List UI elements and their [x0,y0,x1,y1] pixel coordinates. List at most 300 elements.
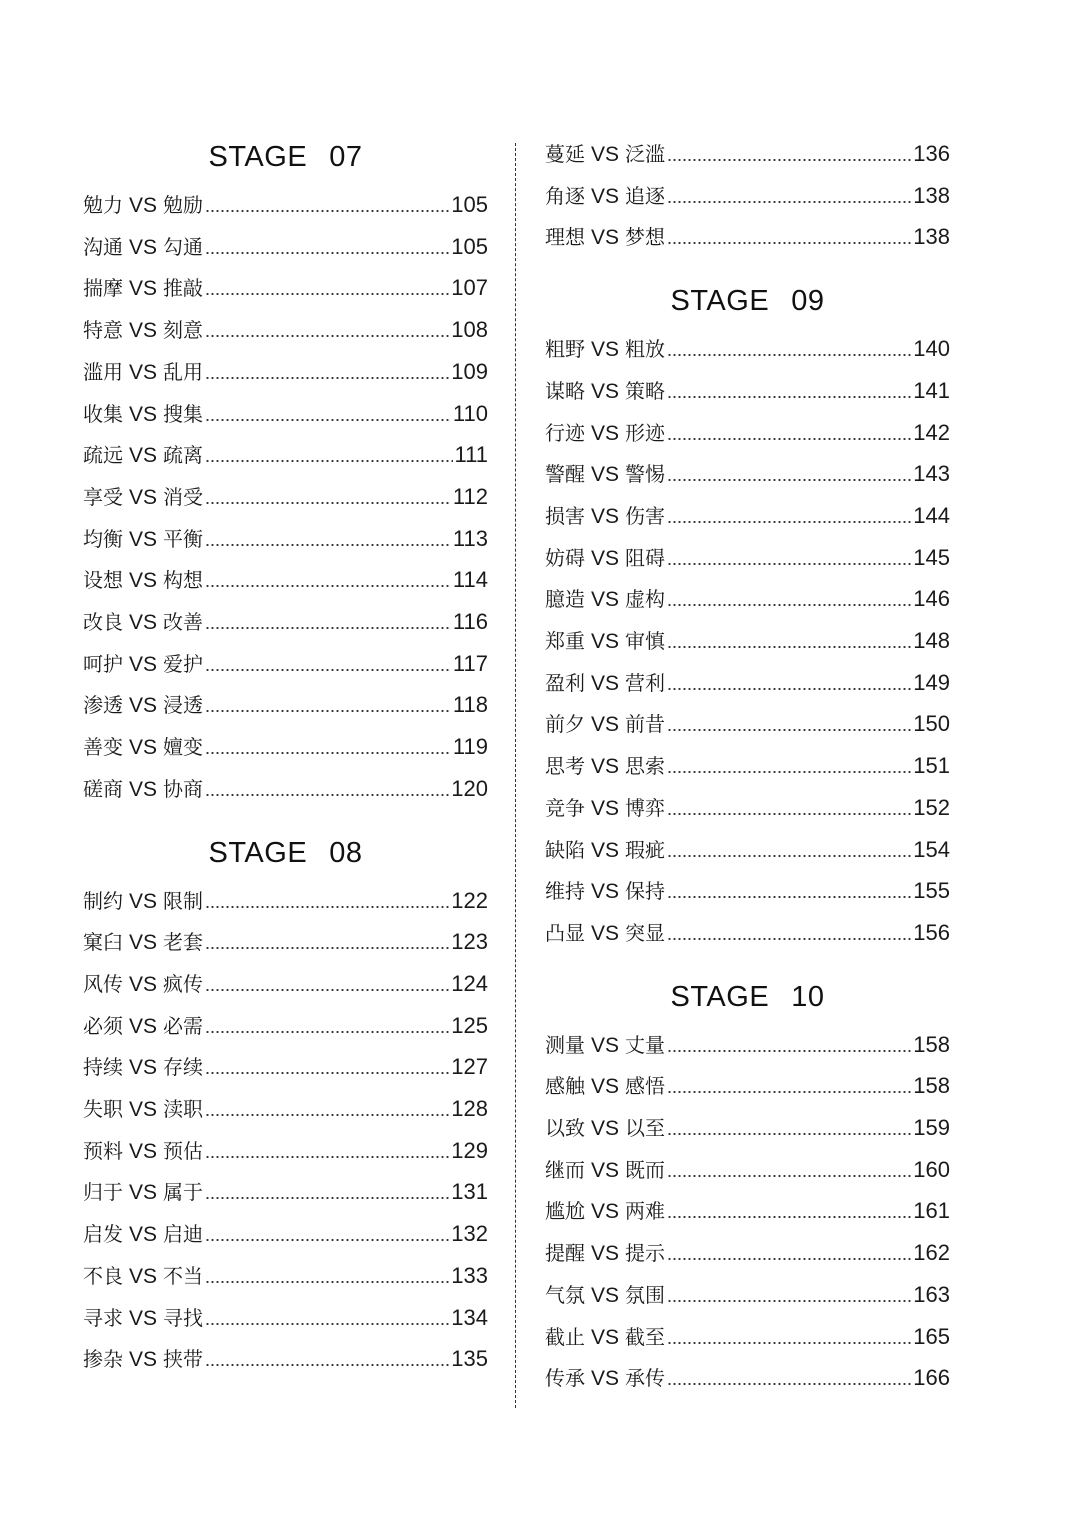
entry-page-number: 123 [451,929,488,955]
dot-leader [667,241,911,245]
dot-leader [205,543,451,547]
toc-entry[interactable] [83,313,488,347]
dot-leader [667,812,911,816]
entry-vs: VS [591,504,620,528]
entry-page-number: 117 [452,650,488,676]
entry-word-a: 郑重 [545,629,585,653]
entry-page-number: 133 [451,1262,488,1288]
entry-word-a: 启发 [83,1222,123,1247]
entry-page-number: 155 [913,878,950,904]
dot-leader [667,1382,911,1386]
entry-word-a: 设想 [83,568,123,593]
dot-leader [667,1090,911,1094]
entry-word-b: 老套 [163,930,204,955]
entry-word-b: 协商 [163,776,204,801]
toc-entry[interactable] [545,1278,950,1312]
entry-page-number: 131 [451,1179,488,1205]
dot-leader [205,793,449,797]
entry-word-a: 勉力 [83,193,123,217]
entry-word-a: 磋商 [83,776,123,801]
column-divider [515,143,516,1408]
entry-vs: VS [129,360,158,384]
dot-leader [205,1238,449,1242]
dot-leader [667,1299,911,1303]
entry-vs: VS [129,235,158,259]
entry-page-number: 114 [452,567,488,593]
entry-word-a: 理想 [545,225,585,250]
toc-entry[interactable] [83,1092,488,1126]
entry-vs: VS [591,379,620,403]
toc-entry[interactable] [83,522,488,556]
entry-word-b: 勉励 [163,193,204,217]
entry-page-number: 162 [913,1240,950,1266]
entry-vs: VS [591,671,620,695]
entry-page-number: 110 [452,400,488,426]
entry-page-number: 143 [913,461,950,487]
toc-entry[interactable] [83,967,488,1001]
entry-vs: VS [591,1158,620,1182]
entry-page-number: 138 [913,224,950,250]
entry-page-number: 108 [451,317,488,343]
entry-vs: VS [591,226,620,250]
entry-page-number: 161 [913,1198,950,1224]
entry-word-a: 滥用 [83,359,123,384]
entry-page-number: 132 [451,1221,488,1247]
entry-word-a: 继而 [545,1157,585,1182]
stage-number: 07 [329,141,363,173]
entry-word-b: 爱护 [163,651,204,676]
entry-page-number: 145 [913,544,950,570]
entry-word-b: 承传 [625,1366,666,1391]
entry-vs: VS [591,338,620,362]
dot-leader [667,562,911,566]
dot-leader [205,988,449,992]
entry-page-number: 113 [452,525,488,551]
toc-entry[interactable] [83,230,488,264]
entry-word-a: 揣摩 [83,276,123,301]
stage-heading [83,140,488,174]
entry-vs: VS [591,796,620,820]
toc-entry[interactable] [545,541,950,575]
entry-word-a: 沟通 [83,234,123,259]
entry-page-number: 111 [454,442,488,468]
entry-word-a: 感触 [545,1074,585,1099]
toc-entry[interactable] [83,1259,488,1293]
toc-entry[interactable] [83,1009,488,1043]
entry-vs: VS [129,931,158,955]
entry-word-a: 竞争 [545,795,585,820]
toc-entry[interactable] [545,1320,950,1354]
stage-label: STAGE [208,836,308,869]
stage-label: STAGE [670,285,770,318]
stage-heading [545,284,950,318]
entry-vs: VS [129,611,158,634]
entry-page-number: 107 [451,275,488,301]
dot-leader [667,1341,911,1345]
entry-word-b: 平衡 [163,526,204,551]
entry-word-a: 掺杂 [83,1347,123,1372]
dot-leader [667,645,911,649]
entry-page-number: 119 [452,734,488,760]
entry-word-a: 窠臼 [83,930,123,955]
toc-entry[interactable] [545,457,950,491]
toc-entry[interactable] [545,791,950,825]
entry-word-b: 渎职 [163,1097,204,1121]
entry-page-number: 140 [913,336,950,362]
entry-vs: VS [129,1098,158,1121]
dot-leader [667,937,911,941]
entry-word-a: 改良 [83,610,123,634]
dot-leader [205,584,451,588]
toc-entry[interactable] [545,874,950,908]
entry-vs: VS [129,1223,158,1247]
entry-page-number: 165 [913,1323,950,1349]
toc-entry[interactable] [83,188,488,222]
entry-vs: VS [591,1200,620,1224]
entry-word-b: 搜集 [163,401,204,426]
entry-word-b: 以至 [625,1116,666,1140]
entry-word-a: 疏远 [83,443,123,468]
entry-word-b: 思索 [625,754,666,779]
dot-leader [667,687,911,691]
entry-page-number: 128 [451,1096,488,1121]
entry-vs: VS [591,755,620,779]
entry-page-number: 149 [913,669,950,695]
entry-page-number: 146 [913,586,950,612]
entry-vs: VS [129,889,158,913]
entry-vs: VS [129,402,158,426]
entry-word-b: 勾通 [163,234,204,259]
entry-page-number: 156 [913,919,950,945]
entry-page-number: 129 [451,1137,488,1163]
dot-leader [205,292,449,296]
toc-entry[interactable] [545,1194,950,1228]
toc-entry[interactable] [545,582,950,616]
entry-word-b: 提示 [625,1241,666,1266]
entry-page-number: 116 [452,609,488,634]
toc-entry[interactable] [83,730,488,764]
entry-word-a: 气氛 [545,1282,585,1307]
entry-page-number: 148 [913,628,950,653]
dot-leader [205,1155,449,1159]
entry-vs: VS [591,1325,620,1349]
entry-word-a: 寻求 [83,1305,123,1330]
entry-word-b: 预估 [163,1138,204,1163]
entry-word-b: 粗放 [625,337,666,362]
entry-page-number: 112 [452,483,488,509]
toc-entry[interactable] [545,332,950,366]
entry-word-b: 阻碍 [625,545,666,570]
entry-word-a: 角逐 [545,183,585,208]
dot-leader [667,770,911,774]
toc-entry[interactable] [83,438,488,472]
entry-vs: VS [129,277,158,301]
toc-entry[interactable] [83,884,488,918]
toc-entry[interactable] [83,925,488,959]
dot-leader [667,1174,911,1178]
stage-label: STAGE [670,980,770,1013]
entry-page-number: 150 [913,711,950,737]
entry-vs: VS [591,921,620,945]
entry-word-b: 构想 [163,568,204,593]
entry-word-b: 推敲 [163,276,204,301]
dot-leader [667,395,911,399]
entry-vs: VS [591,838,620,862]
dot-leader [205,1030,449,1034]
entry-word-a: 风传 [83,971,123,996]
entry-word-b: 乱用 [163,359,204,384]
entry-vs: VS [129,527,158,551]
toc-entry[interactable] [545,137,950,171]
entry-vs: VS [129,1264,158,1288]
entry-word-b: 消受 [163,484,204,509]
entry-word-b: 虚构 [625,587,666,612]
entry-page-number: 135 [451,1346,488,1372]
entry-vs: VS [591,1283,620,1307]
entry-vs: VS [591,184,620,208]
toc-entry[interactable] [83,1301,488,1335]
toc-entry[interactable] [545,666,950,700]
dot-leader [667,520,911,524]
dot-leader [205,1363,449,1367]
entry-word-b: 属于 [163,1180,204,1205]
stage-heading [83,836,488,870]
entry-page-number: 138 [913,182,950,208]
entry-word-b: 刻意 [163,318,204,343]
entry-page-number: 105 [451,192,488,217]
entry-vs: VS [591,143,620,166]
entry-page-number: 160 [913,1156,950,1182]
entry-word-b: 既而 [625,1157,666,1182]
toc-entry[interactable] [545,833,950,867]
entry-word-b: 疯传 [163,971,204,996]
entry-page-number: 163 [913,1281,950,1307]
entry-word-a: 不良 [83,1263,123,1288]
entry-vs: VS [591,1242,620,1266]
entry-word-a: 警醒 [545,462,585,487]
entry-word-b: 嬗变 [163,735,204,760]
entry-vs: VS [591,588,620,612]
dot-leader [667,895,911,899]
dot-leader [667,200,911,204]
toc-entry[interactable] [83,271,488,305]
entry-word-a: 收集 [83,401,123,426]
entry-vs: VS [591,1033,620,1057]
entry-word-b: 改善 [163,610,204,634]
entry-vs: VS [129,777,158,801]
entry-word-a: 损害 [545,503,585,528]
entry-word-b: 追逐 [625,183,666,208]
dot-leader [205,751,451,755]
entry-page-number: 105 [451,233,488,259]
entry-word-a: 粗野 [545,337,585,362]
entry-vs: VS [591,713,620,737]
toc-entry[interactable] [83,1050,488,1084]
toc-entry[interactable] [545,416,950,450]
entry-vs: VS [129,1348,158,1372]
toc-entry[interactable] [83,1217,488,1251]
toc-entry[interactable] [545,1361,950,1395]
entry-word-b: 保持 [625,879,666,904]
dot-leader [667,437,911,441]
dot-leader [205,376,449,380]
entry-vs: VS [129,736,158,760]
entry-word-a: 前夕 [545,712,585,737]
stage-heading [545,980,950,1014]
entry-word-b: 存续 [163,1055,204,1080]
dot-leader [667,478,911,482]
entry-word-b: 浸透 [163,693,204,718]
toc-entry[interactable] [83,563,488,597]
entry-page-number: 152 [913,794,950,820]
entry-page-number: 166 [913,1365,950,1391]
entry-vs: VS [129,1139,158,1163]
toc-entry[interactable] [545,1153,950,1187]
entry-word-b: 瑕疵 [625,837,666,862]
entry-page-number: 134 [451,1304,488,1330]
entry-word-a: 均衡 [83,526,123,551]
entry-page-number: 158 [913,1073,950,1099]
entry-vs: VS [591,630,620,653]
entry-word-b: 必需 [163,1013,204,1038]
entry-word-a: 妨碍 [545,545,585,570]
entry-word-a: 行迹 [545,420,585,445]
dot-leader [205,709,451,713]
entry-vs: VS [129,569,158,593]
entry-word-a: 臆造 [545,587,585,612]
dot-leader [205,1322,449,1326]
stage-number: 08 [329,836,363,869]
entry-page-number: 154 [913,836,950,862]
dot-leader [667,1132,911,1136]
entry-word-a: 特意 [83,318,123,343]
entry-vs: VS [591,421,620,445]
entry-word-b: 审慎 [625,629,666,653]
dot-leader [205,905,449,909]
entry-word-a: 制约 [83,888,123,913]
entry-word-a: 享受 [83,484,123,509]
dot-leader [205,626,451,630]
entry-word-a: 呵护 [83,651,123,676]
toc-entry[interactable] [545,916,950,950]
entry-vs: VS [591,1117,620,1140]
toc-entry[interactable] [83,1134,488,1168]
entry-vs: VS [129,1306,158,1330]
entry-word-a: 善变 [83,735,123,760]
entry-vs: VS [591,1367,620,1391]
dot-leader [205,209,449,213]
entry-word-a: 失职 [83,1097,123,1121]
dot-leader [667,603,911,607]
entry-page-number: 144 [913,502,950,528]
entry-page-number: 158 [913,1031,950,1057]
toc-entry[interactable] [83,647,488,681]
toc-entry[interactable] [545,374,950,408]
entry-vs: VS [129,444,158,468]
entry-word-a: 必须 [83,1013,123,1038]
entry-word-a: 归于 [83,1180,123,1205]
entry-word-b: 丈量 [625,1032,666,1057]
entry-vs: VS [129,652,158,676]
entry-word-b: 突显 [625,920,666,945]
toc-entry[interactable] [545,749,950,783]
toc-entry[interactable] [545,1111,950,1145]
entry-word-b: 挟带 [163,1347,204,1372]
dot-leader [205,1113,449,1117]
dot-leader [205,1280,449,1284]
stage-number: 10 [791,980,825,1013]
entry-word-b: 不当 [163,1263,204,1288]
entry-vs: VS [129,694,158,718]
toc-entry[interactable] [545,220,950,254]
toc-entry[interactable] [545,179,950,213]
entry-word-b: 泛滥 [625,142,666,166]
toc-entry[interactable] [545,1028,950,1062]
entry-page-number: 159 [913,1115,950,1140]
entry-word-b: 寻找 [163,1305,204,1330]
toc-entry[interactable] [83,355,488,389]
entry-word-b: 两难 [625,1199,666,1224]
entry-page-number: 109 [451,358,488,384]
entry-word-b: 形迹 [625,420,666,445]
dot-leader [205,251,449,255]
dot-leader [667,1215,911,1219]
entry-word-a: 维持 [545,879,585,904]
toc-entry[interactable] [83,1175,488,1209]
entry-word-b: 限制 [163,888,204,913]
dot-leader [667,158,911,162]
entry-vs: VS [129,319,158,343]
entry-vs: VS [129,1056,158,1080]
entry-word-b: 氛围 [625,1282,666,1307]
toc-entry[interactable] [83,772,488,806]
entry-word-b: 前昔 [625,712,666,737]
entry-word-b: 警惕 [625,462,666,487]
toc-entry[interactable] [545,624,950,658]
entry-word-b: 伤害 [625,503,666,528]
entry-page-number: 120 [451,775,488,801]
entry-word-b: 截至 [625,1324,666,1349]
dot-leader [205,946,449,950]
toc-entry[interactable] [83,397,488,431]
toc-entry[interactable] [83,480,488,514]
stage-number: 09 [791,285,825,318]
entry-vs: VS [129,972,158,996]
dot-leader [667,728,911,732]
entry-word-a: 测量 [545,1032,585,1057]
entry-word-a: 渗透 [83,693,123,718]
entry-word-a: 思考 [545,754,585,779]
toc-entry[interactable] [545,1069,950,1103]
toc-entry[interactable] [545,707,950,741]
toc-entry[interactable] [83,605,488,639]
toc-entry[interactable] [83,688,488,722]
entry-word-b: 感悟 [625,1074,666,1099]
dot-leader [205,1071,449,1075]
entry-vs: VS [129,1014,158,1038]
entry-word-a: 盈利 [545,670,585,695]
entry-vs: VS [591,546,620,570]
toc-entry[interactable] [545,499,950,533]
entry-page-number: 136 [913,141,950,166]
entry-vs: VS [129,485,158,509]
entry-word-a: 预料 [83,1138,123,1163]
toc-entry[interactable] [83,1342,488,1376]
dot-leader [205,418,451,422]
entry-word-a: 传承 [545,1366,585,1391]
toc-entry[interactable] [545,1236,950,1270]
dot-leader [205,501,451,505]
